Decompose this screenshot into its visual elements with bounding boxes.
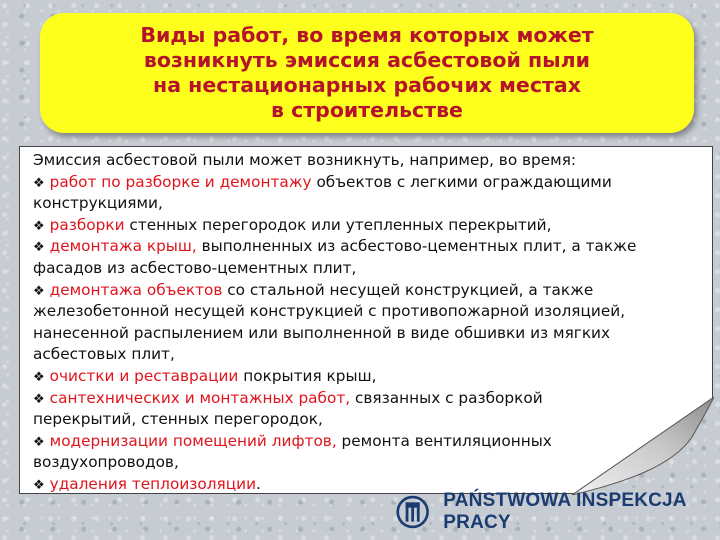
- bullet-icon: ❖: [33, 283, 45, 299]
- item-text: выполненных из асбестово-цементных плит, а также: [196, 237, 637, 256]
- body-panel: [19, 146, 713, 494]
- bullet-icon: ❖: [33, 175, 45, 191]
- item-text: стенных перегородок или утепленных перекрытий,: [124, 215, 552, 234]
- list-item: [33, 388, 705, 410]
- item-emphasis: удаления теплоизоляции: [49, 474, 257, 493]
- list-item: [33, 172, 705, 194]
- title-box: [40, 13, 694, 133]
- list-item: [33, 431, 705, 453]
- footer-logo: [396, 490, 720, 534]
- item-continuation: железобетонной несущей конструкцией с противопожарной изоляцией,: [33, 302, 626, 321]
- title-line: в строительстве: [271, 98, 463, 122]
- list-item: [33, 215, 705, 237]
- title-line: Виды работ, во время которых может: [140, 23, 594, 47]
- item-text: со стальной несущей конструкцией, а также: [222, 280, 594, 299]
- item-continuation: нанесенной распылением или выполненной в виде обшивки из мягких: [33, 323, 611, 342]
- item-text: связанных с разборкой: [350, 388, 543, 407]
- item-emphasis: демонтажа крыш,: [49, 237, 197, 256]
- item-continuation: асбестовых плит,: [33, 345, 175, 364]
- bullet-icon: ❖: [33, 369, 45, 385]
- item-emphasis: очистки и реставрации: [49, 366, 239, 385]
- item-emphasis: разборки: [49, 215, 125, 234]
- bullet-icon: ❖: [33, 391, 45, 407]
- item-continuation: перекрытий, стенных перегородок,: [33, 410, 323, 429]
- item-emphasis: демонтажа объектов: [49, 280, 223, 299]
- item-continuation: фасадов из асбестово-цементных плит,: [33, 258, 357, 277]
- item-continuation: воздухопроводов,: [33, 453, 179, 472]
- item-continuation: конструкциями,: [33, 194, 163, 213]
- item-text: .: [256, 474, 261, 493]
- bullet-icon: ❖: [33, 218, 45, 234]
- body-text: [33, 150, 705, 496]
- slide-title: [140, 23, 593, 123]
- title-line: возникнуть эмиссия асбестовой пыли: [143, 48, 591, 72]
- item-text: покрытия крыш,: [238, 366, 377, 385]
- item-text: объектов с легкими ограждающими: [311, 172, 612, 191]
- list-item: [33, 280, 705, 302]
- pip-emblem-icon: [396, 492, 429, 532]
- item-emphasis: работ по разборке и демонтажу: [49, 172, 312, 191]
- item-emphasis: сантехнических и монтажных работ,: [49, 388, 351, 407]
- logo-text: PAŃSTWOWA INSPEKCJA PRACY: [443, 490, 687, 533]
- intro-text: Эмиссия асбестовой пыли может возникнуть, например, во время:: [33, 151, 577, 169]
- list-item: [33, 366, 705, 388]
- item-emphasis: модернизации помещений лифтов,: [49, 431, 337, 450]
- list-item: [33, 236, 705, 258]
- bullet-icon: ❖: [33, 240, 45, 256]
- bullet-icon: ❖: [33, 477, 45, 493]
- bullet-icon: ❖: [33, 434, 45, 450]
- title-line: на нестационарных рабочих местах: [153, 73, 581, 97]
- item-text: ремонта вентиляционных: [336, 431, 552, 450]
